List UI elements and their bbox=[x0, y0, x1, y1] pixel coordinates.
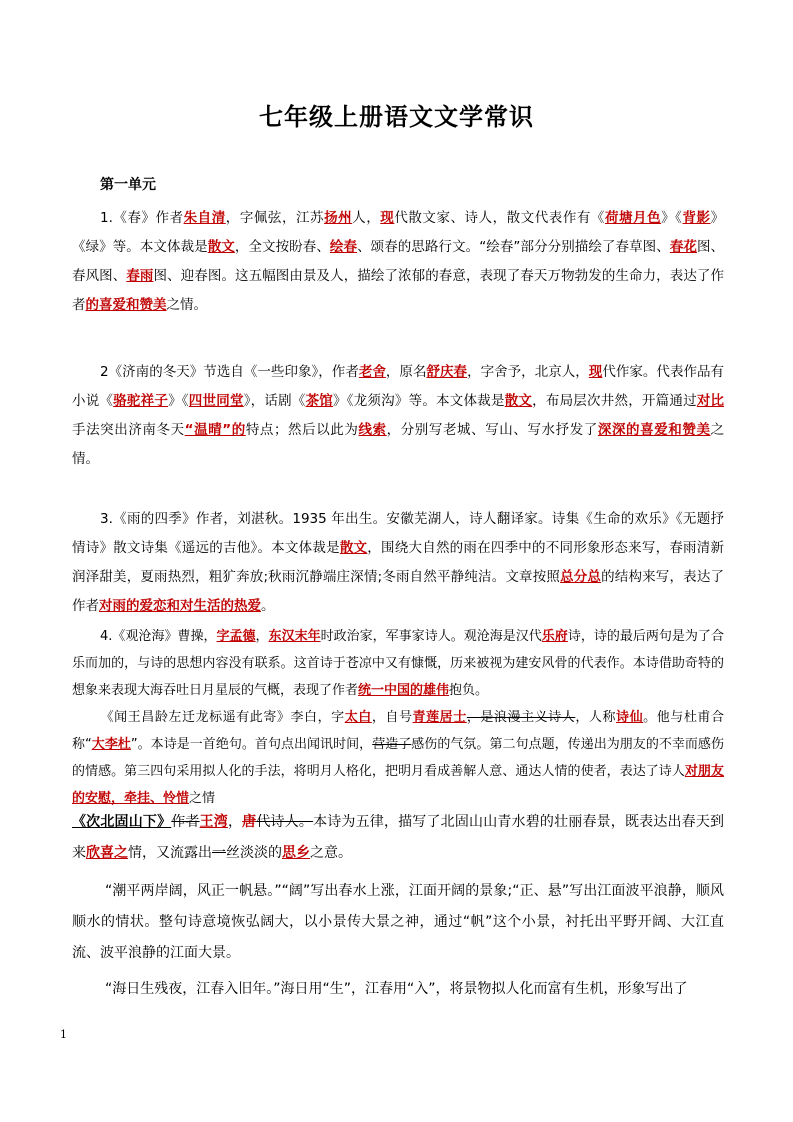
page-number: 1 bbox=[60, 1028, 67, 1041]
paragraph-wenwang: 《闻王昌龄左迁龙标遥有此寄》李白，字太白，自号青莲居士，是浪漫主义诗人，人称诗仙。他与杜甫合称“大李杜”。本诗是一首绝句。首句点出闻讯时间，营造了感伤的气氛。第二句点题，传递出为朋友的不幸而感伤的情感。第三四句采用拟人化的手法，将明月人格化，把明月看成善解人意、通达人情的使者，表达了诗人对朋友的安慰，牵挂、怜惜之情 bbox=[72, 710, 724, 806]
paragraph-yu: 3.《雨的四季》作者，刘湛秋。1935 年出生。安徽芜湖人，诗人翻译家。诗集《生命的欢乐》《无题抒情诗》散文诗集《遥远的吉他》。本文体裁是散文，围绕大自然的雨在四季中的不同形象形态来写，春雨清新润泽甜美，夏雨热烈，粗犷奔放;秋雨沉静端庄深情;冬雨自然平静纯洁。文章按照总分总的结构来写，表达了作者对雨的爱恋和对生活的热爱。 bbox=[72, 511, 725, 614]
paragraph-guancanghai: 4.《观沧海》曹操，字孟德，东汉末年时政治家，军事家诗人。观沧海是汉代乐府诗，诗的最后两句是为了合乐而加的，与诗的思想内容没有联系。这首诗于苍凉中又有慷慨，历来被视为建安风骨的代表作。本诗借助奇特的想象来表现大海吞吐日月星辰的气概，表现了作者统一中国的雄伟抱负。 bbox=[72, 629, 724, 698]
page-title: 七年级上册语文文学常识 bbox=[259, 103, 534, 131]
paragraph-cibeigu: 《次北固山下》作者王湾，唐代诗人。本诗为五律，描写了北固山山青水碧的壮丽春景，既表达出春天到来欣喜之情，又流露出一丝淡淡的思乡之意。 bbox=[72, 814, 725, 861]
paragraph-jinan: 2《济南的冬天》节选自《一些印象》，作者老舍，原名舒庆春，字舍予，北京人，现代作家。代表作品有小说《骆驼祥子》《四世同堂》，话剧《茶馆》《龙须沟》等。本文体裁是散文，布局层次井然，开篇通过对比手法突出济南冬天“温晴”的特点；然后以此为线索，分别写老城、写山、写水抒发了深深的喜爱和赞美之情。 bbox=[72, 364, 725, 467]
paragraph-chun: 1.《春》作者朱自清，字佩弦，江苏扬州人，现代散文家、诗人，散文代表作有《荷塘月色》《背影》《绿》等。本文体裁是散文，全文按盼春、绘春、颂春的思路行文。“绘春”部分分别描绘了春草图、春花图、春风图、春雨图、迎春图。这五幅图由景及人，描绘了浓郁的春意，表现了春天万物勃发的生命力，表达了作者的喜爱和赞美之情。 bbox=[72, 210, 725, 313]
unit-heading: 第一单元 bbox=[100, 177, 156, 193]
paragraph-chaoping: “潮平两岸阔，风正一帆悬。”“阔”写出春水上涨，江面开阔的景象;“正、悬”写出江面波平浪静，顺风顺水的情状。整句诗意境恢弘阔大，以小景传大景之神，通过“帆”这个小景，衬托出平野开阔、大江直流、波平浪静的江面大景。 bbox=[72, 883, 724, 961]
paragraph-hairi: “海日生残夜，江春入旧年。”海日用“生”，江春用“入”，将景物拟人化而富有生机，形象写出了 bbox=[105, 981, 688, 997]
